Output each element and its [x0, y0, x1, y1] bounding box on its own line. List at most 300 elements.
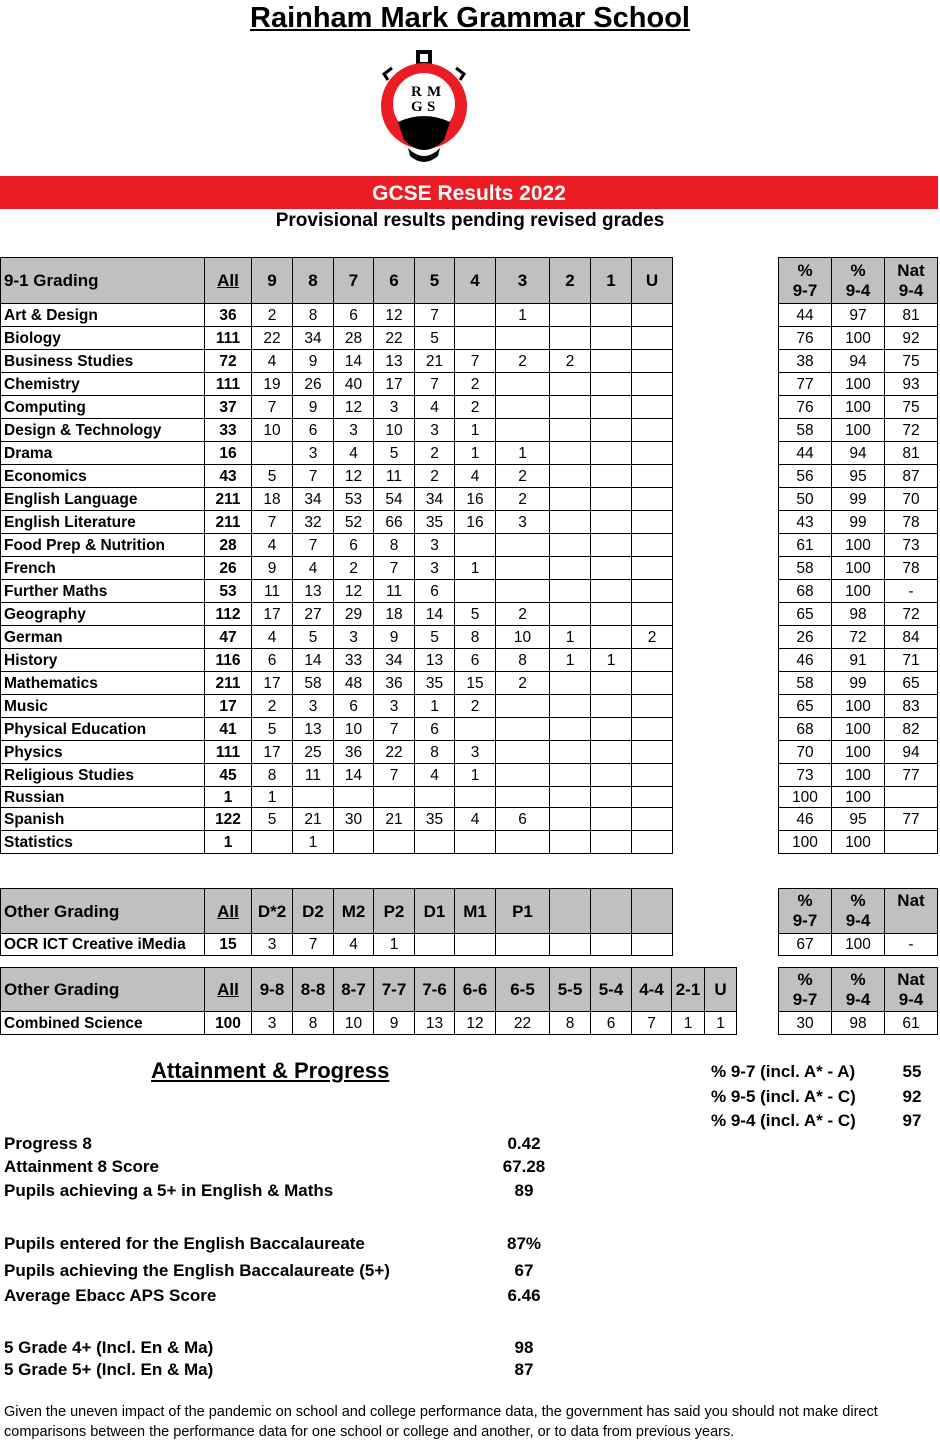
table-row — [1, 350, 673, 373]
table-row — [779, 373, 938, 396]
table-row — [1, 831, 673, 854]
table-row — [779, 396, 938, 419]
grade-count: 10 — [374, 419, 415, 442]
grade-count — [591, 350, 632, 373]
column-header: M1 — [455, 889, 496, 934]
grade-count — [591, 373, 632, 396]
grade-count: 34 — [293, 488, 334, 511]
attainment-label: 5 Grade 4+ (Incl. En & Ma) — [4, 1338, 214, 1357]
grade-count — [496, 534, 550, 557]
percent-header-line: 9-7 — [792, 911, 818, 930]
grade-count: 1 — [672, 1012, 705, 1035]
column-header: 7 — [334, 258, 374, 304]
grade-count — [591, 787, 632, 808]
grading-9-1-percent-table — [778, 257, 938, 854]
percent-value: 77 — [885, 764, 938, 787]
grade-count: 8 — [550, 1012, 591, 1035]
subject-name: English Language — [1, 488, 205, 511]
percent-value: 98 — [832, 1012, 885, 1035]
grade-count: 3 — [415, 534, 455, 557]
grade-count: 16 — [455, 511, 496, 534]
column-header: All — [205, 889, 252, 934]
percent-header-line: % — [850, 969, 866, 989]
subject-name: Music — [1, 695, 205, 718]
grade-count: 48 — [334, 672, 374, 695]
column-header: 6 — [374, 258, 415, 304]
grade-count — [496, 580, 550, 603]
column-header: 5 — [415, 258, 455, 304]
grade-count — [591, 511, 632, 534]
table-row — [779, 603, 938, 626]
grade-count: 10 — [252, 419, 293, 442]
percent-value: 97 — [832, 304, 885, 327]
grade-count — [550, 934, 591, 956]
grade-count — [293, 787, 334, 808]
grade-count: 13 — [415, 1012, 455, 1035]
grade-count — [550, 465, 591, 488]
percent-header — [885, 889, 938, 934]
percent-value: 73 — [779, 764, 832, 787]
grade-count: 7 — [632, 1012, 672, 1035]
table-row — [1, 488, 673, 511]
column-header: U — [705, 968, 737, 1012]
grade-count: 15 — [455, 672, 496, 695]
grade-count: 10 — [334, 718, 374, 741]
grade-count: 7 — [374, 718, 415, 741]
grade-count — [632, 741, 673, 764]
grade-count — [591, 831, 632, 854]
grade-count: 7 — [252, 396, 293, 419]
subject-name: Physics — [1, 741, 205, 764]
percent-value: 100 — [832, 741, 885, 764]
column-header: 2 — [550, 258, 591, 304]
subject-name: Food Prep & Nutrition — [1, 534, 205, 557]
entries-total: 211 — [205, 511, 252, 534]
table-row — [779, 350, 938, 373]
entries-total: 33 — [205, 419, 252, 442]
grade-count: 7 — [293, 465, 334, 488]
table-row — [779, 580, 938, 603]
grade-count — [591, 534, 632, 557]
table-row — [1, 465, 673, 488]
percent-header-line: Nat — [897, 260, 925, 280]
percent-value: 76 — [779, 396, 832, 419]
table-row — [779, 534, 938, 557]
table-row — [779, 649, 938, 672]
percent-value: 92 — [885, 327, 938, 350]
table-row — [1, 808, 673, 831]
percent-value: 38 — [779, 350, 832, 373]
grade-count: 3 — [293, 695, 334, 718]
table-row — [1, 557, 673, 580]
grade-count: 7 — [252, 511, 293, 534]
percent-value: 75 — [885, 396, 938, 419]
percent-value: 78 — [885, 511, 938, 534]
grade-count — [374, 831, 415, 854]
table-row — [779, 304, 938, 327]
grade-count: 6 — [252, 649, 293, 672]
grade-count: 17 — [252, 672, 293, 695]
grade-count — [632, 580, 673, 603]
column-header: 3 — [496, 258, 550, 304]
table-row — [1, 419, 673, 442]
subject-name: Further Maths — [1, 580, 205, 603]
grade-count: 7 — [455, 350, 496, 373]
grade-count — [632, 695, 673, 718]
grade-count — [550, 373, 591, 396]
entries-total: 111 — [205, 327, 252, 350]
column-header: 8-7 — [334, 968, 374, 1012]
percent-value: 73 — [885, 534, 938, 557]
grade-count — [591, 695, 632, 718]
attainment-value: 98 — [514, 1338, 534, 1357]
table-row — [779, 511, 938, 534]
subject-name: Biology — [1, 327, 205, 350]
grade-count — [455, 580, 496, 603]
table-row — [779, 934, 938, 956]
grade-count: 4 — [334, 934, 374, 956]
subject-name: Physical Education — [1, 718, 205, 741]
percent-value: 95 — [832, 808, 885, 831]
entries-total: 47 — [205, 626, 252, 649]
percent-header — [832, 968, 885, 1012]
subject-name: French — [1, 557, 205, 580]
percent-header-line: % — [850, 260, 866, 280]
percent-header — [885, 968, 938, 1012]
grade-count: 3 — [252, 934, 293, 956]
grade-count — [591, 488, 632, 511]
percent-value: 70 — [885, 488, 938, 511]
grade-count — [632, 764, 673, 787]
grade-count: 6 — [415, 718, 455, 741]
percent-header-line: 9-7 — [792, 280, 818, 300]
attainment-value: 0.42 — [507, 1134, 541, 1153]
column-header: P2 — [374, 889, 415, 934]
entries-total: 43 — [205, 465, 252, 488]
percent-value: 58 — [779, 672, 832, 695]
subject-name: Religious Studies — [1, 764, 205, 787]
grade-count — [632, 419, 673, 442]
grade-count: 4 — [252, 626, 293, 649]
grade-count: 1 — [374, 934, 415, 956]
grade-count — [550, 419, 591, 442]
grade-count: 2 — [252, 695, 293, 718]
percent-value: 72 — [832, 626, 885, 649]
grade-count — [632, 603, 673, 626]
subject-name: Business Studies — [1, 350, 205, 373]
grade-count — [632, 327, 673, 350]
percent-value: - — [885, 934, 938, 956]
percent-header-line: Nat — [897, 891, 925, 910]
grade-count — [632, 831, 673, 854]
grade-count — [632, 373, 673, 396]
grade-count: 22 — [374, 741, 415, 764]
percent-header-line: % — [797, 260, 813, 280]
percent-value: 81 — [885, 304, 938, 327]
grade-count: 8 — [374, 534, 415, 557]
grade-count: 5 — [415, 626, 455, 649]
grade-count: 2 — [455, 695, 496, 718]
grade-count: 33 — [334, 649, 374, 672]
grade-count: 4 — [415, 764, 455, 787]
percent-header — [885, 258, 938, 304]
grade-count — [415, 831, 455, 854]
grade-count — [455, 534, 496, 557]
percent-header-line — [885, 911, 937, 931]
grade-count: 8 — [293, 1012, 334, 1035]
header-row — [779, 889, 938, 934]
grade-count: 22 — [496, 1012, 550, 1035]
column-header — [632, 889, 673, 934]
grade-count: 8 — [415, 741, 455, 764]
percent-value: 100 — [832, 396, 885, 419]
percent-value: 100 — [832, 580, 885, 603]
column-header: 6-6 — [455, 968, 496, 1012]
grade-count: 35 — [415, 672, 455, 695]
grade-count: 9 — [374, 626, 415, 649]
grade-count: 54 — [374, 488, 415, 511]
percent-value: 70 — [779, 741, 832, 764]
grade-count — [632, 511, 673, 534]
grade-count — [496, 557, 550, 580]
grade-count: 9 — [293, 396, 334, 419]
grade-count — [496, 327, 550, 350]
grade-count: 29 — [334, 603, 374, 626]
grade-count — [455, 831, 496, 854]
percent-value: 100 — [832, 327, 885, 350]
percent-value: 46 — [779, 649, 832, 672]
grade-count: 5 — [252, 465, 293, 488]
grade-count: 8 — [252, 764, 293, 787]
grade-count — [591, 327, 632, 350]
entries-total: 116 — [205, 649, 252, 672]
grade-count: 4 — [455, 808, 496, 831]
grade-count: 5 — [252, 718, 293, 741]
percent-value: 98 — [832, 603, 885, 626]
percent-value: 46 — [779, 808, 832, 831]
grade-count: 12 — [455, 1012, 496, 1035]
percent-value: 26 — [779, 626, 832, 649]
attainment-label: Pupils achieving a 5+ in English & Maths — [4, 1181, 334, 1200]
summary-value: 55 — [902, 1062, 922, 1081]
grade-count: 3 — [293, 442, 334, 465]
entries-total: 26 — [205, 557, 252, 580]
grade-count — [632, 396, 673, 419]
column-header: 9 — [252, 258, 293, 304]
percent-value: 100 — [832, 718, 885, 741]
grade-count: 7 — [415, 304, 455, 327]
grade-count: 7 — [293, 934, 334, 956]
grade-count: 21 — [415, 350, 455, 373]
grade-count — [455, 718, 496, 741]
grade-count: 12 — [334, 465, 374, 488]
subject-name: Art & Design — [1, 304, 205, 327]
entries-total: 17 — [205, 695, 252, 718]
entries-total: 16 — [205, 442, 252, 465]
percent-value: 94 — [832, 350, 885, 373]
grade-count: 17 — [252, 603, 293, 626]
grade-count: 53 — [334, 488, 374, 511]
grade-count — [591, 764, 632, 787]
grade-count — [632, 557, 673, 580]
grade-count: 2 — [496, 672, 550, 695]
percent-header — [779, 968, 832, 1012]
subject-name: History — [1, 649, 205, 672]
grade-count: 2 — [415, 442, 455, 465]
grade-count: 3 — [252, 1012, 293, 1035]
attainment-value: 87% — [506, 1234, 542, 1253]
grade-count: 2 — [455, 373, 496, 396]
grade-count: 4 — [252, 350, 293, 373]
grade-count: 25 — [293, 741, 334, 764]
percent-header-line: 9-4 — [845, 989, 871, 1009]
grade-count — [591, 304, 632, 327]
attainment-label: Pupils entered for the English Baccalaureate — [4, 1234, 365, 1253]
grade-count: 11 — [374, 580, 415, 603]
crest-letter-g: G — [411, 99, 423, 115]
percent-value: 91 — [832, 649, 885, 672]
entries-total: 211 — [205, 488, 252, 511]
table-row — [1, 718, 673, 741]
table-row — [779, 626, 938, 649]
grade-count: 1 — [705, 1012, 737, 1035]
percent-header-line: 9-4 — [845, 280, 871, 300]
grade-count — [591, 672, 632, 695]
other-grading-table — [0, 888, 673, 956]
table-row — [1, 672, 673, 695]
percent-header-line: 9-4 — [898, 280, 924, 300]
grade-count: 5 — [455, 603, 496, 626]
entries-total: 1 — [205, 831, 252, 854]
column-header: 9-1 Grading — [1, 258, 205, 304]
column-header: 1 — [591, 258, 632, 304]
entries-total: 41 — [205, 718, 252, 741]
grade-count — [550, 580, 591, 603]
percent-value: 65 — [779, 603, 832, 626]
column-header — [591, 889, 632, 934]
grade-count: 1 — [455, 764, 496, 787]
grade-count: 6 — [591, 1012, 632, 1035]
percent-value: 58 — [779, 557, 832, 580]
percent-value: 65 — [779, 695, 832, 718]
subject-name: Design & Technology — [1, 419, 205, 442]
grade-count: 3 — [415, 557, 455, 580]
grade-count: 5 — [293, 626, 334, 649]
percent-value: 99 — [832, 672, 885, 695]
grade-count: 8 — [455, 626, 496, 649]
entries-total: 45 — [205, 764, 252, 787]
table-row — [1, 603, 673, 626]
grade-count: 12 — [374, 304, 415, 327]
subtitle: Provisional results pending revised grades — [275, 210, 665, 231]
grade-count — [632, 534, 673, 557]
attainment-value: 67.28 — [502, 1157, 546, 1176]
grade-count — [550, 718, 591, 741]
grade-count — [550, 831, 591, 854]
table-row — [1, 934, 673, 956]
column-header: D1 — [415, 889, 455, 934]
column-header — [550, 889, 591, 934]
grade-count: 14 — [334, 764, 374, 787]
column-header: D2 — [293, 889, 334, 934]
grading-9-1-table — [0, 257, 673, 854]
grade-count: 28 — [334, 327, 374, 350]
percent-value: 81 — [885, 442, 938, 465]
grade-count — [496, 373, 550, 396]
grade-count: 6 — [415, 580, 455, 603]
grade-count — [632, 672, 673, 695]
grade-count: 35 — [415, 808, 455, 831]
header-row — [1, 889, 673, 934]
column-header: 4-4 — [632, 968, 672, 1012]
grade-count — [496, 695, 550, 718]
grade-count: 2 — [334, 557, 374, 580]
grade-count: 1 — [591, 649, 632, 672]
percent-value: 77 — [885, 808, 938, 831]
table-row — [779, 718, 938, 741]
column-header: 8 — [293, 258, 334, 304]
grade-count — [550, 787, 591, 808]
percent-value — [885, 831, 938, 854]
grade-count — [632, 488, 673, 511]
grade-count — [591, 396, 632, 419]
attainment-label: Progress 8 — [4, 1134, 92, 1153]
percent-value: 100 — [832, 534, 885, 557]
grade-count: 21 — [293, 808, 334, 831]
subject-name: Russian — [1, 787, 205, 808]
percent-value: 83 — [885, 695, 938, 718]
percent-value: 100 — [779, 787, 832, 808]
percent-value: 44 — [779, 442, 832, 465]
grade-count: 22 — [252, 327, 293, 350]
grade-count — [496, 764, 550, 787]
table-row — [779, 488, 938, 511]
table-row — [1, 580, 673, 603]
table-row — [1, 373, 673, 396]
grade-count — [591, 580, 632, 603]
grade-count: 18 — [252, 488, 293, 511]
grade-count: 17 — [374, 373, 415, 396]
percent-header-line: 9-4 — [845, 911, 871, 930]
grade-count: 14 — [334, 350, 374, 373]
table-row — [1, 511, 673, 534]
table-row — [779, 557, 938, 580]
attainment-value: 89 — [514, 1181, 534, 1200]
grade-count: 17 — [252, 741, 293, 764]
grade-count: 1 — [455, 419, 496, 442]
percent-header — [779, 889, 832, 934]
grade-count: 2 — [496, 350, 550, 373]
grade-count: 3 — [374, 396, 415, 419]
column-header: 9-8 — [252, 968, 293, 1012]
grade-count — [591, 741, 632, 764]
combined-science-percent-table — [778, 967, 938, 1035]
table-row — [1, 741, 673, 764]
percent-value: 100 — [832, 373, 885, 396]
column-header: 7-7 — [374, 968, 415, 1012]
percent-value: 99 — [832, 511, 885, 534]
grade-count: 13 — [374, 350, 415, 373]
attainment-value: 6.46 — [507, 1286, 541, 1305]
grade-count: 12 — [334, 396, 374, 419]
grade-count: 3 — [496, 511, 550, 534]
grade-count: 1 — [252, 787, 293, 808]
subject-name: Combined Science — [1, 1012, 205, 1035]
grade-count: 9 — [374, 1012, 415, 1035]
grade-count — [550, 327, 591, 350]
grade-count: 1 — [496, 442, 550, 465]
percent-value: 95 — [832, 465, 885, 488]
